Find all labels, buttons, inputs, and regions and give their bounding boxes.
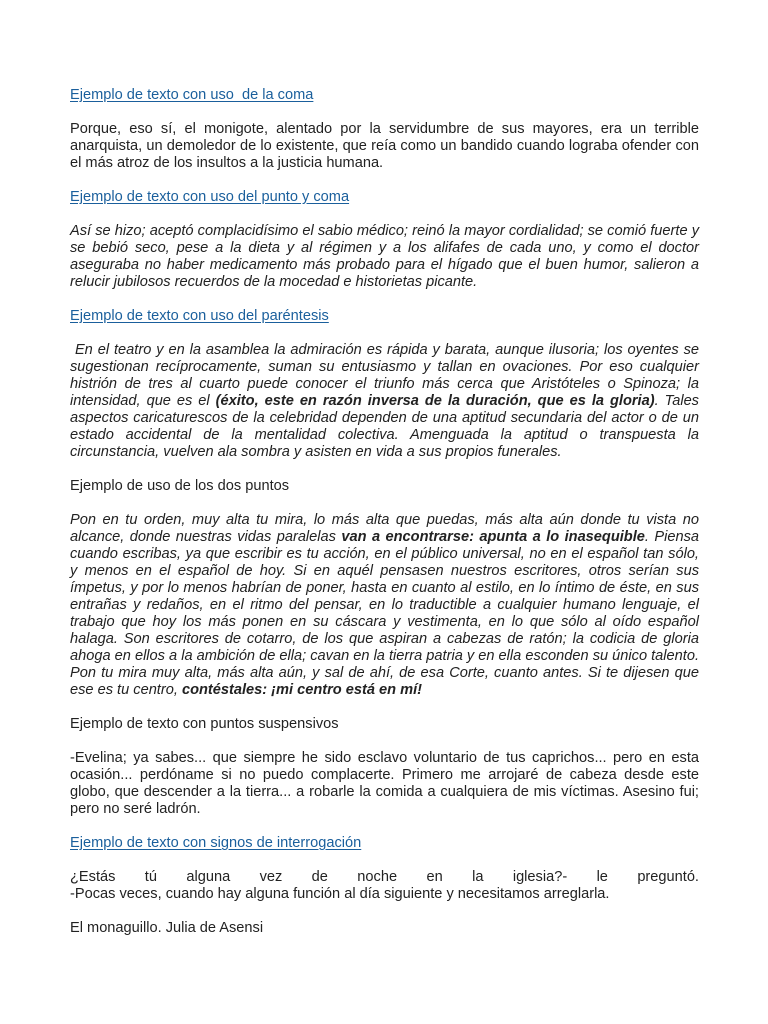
- heading-parentesis-link[interactable]: Ejemplo de texto con uso del paréntesis: [70, 308, 329, 324]
- paragraph-dos-puntos: [70, 512, 699, 699]
- paragraph-dos-puntos-bold-2: contéstales: ¡mi centro está en mí!: [181, 682, 423, 698]
- attribution: El monaguillo. Julia de Asensi: [70, 920, 264, 936]
- heading-puntos-suspensivos: Ejemplo de texto con puntos suspensivos: [70, 716, 339, 732]
- document-page: [70, 87, 704, 937]
- paragraph-parentesis-text-1: En el teatro y en la asamblea la admiración es rápida y barata, aunque ilusoria; los oyentes se sugestionan recíprocamente, suman su entusiasmo y tallan en ovaciones. Por eso cualquier histrión de tres al cuarto puede conocer el triunfo más cerca que Aristóteles o Spinoza; la intensidad, que es el: [70, 342, 704, 409]
- heading-dos-puntos: Ejemplo de uso de los dos puntos: [70, 478, 290, 494]
- paragraph-dos-puntos-text-2: . Piensa cuando escribas, ya que escribir es tu acción, en el público universal, no en el español tan sólo, y menos en el español de hoy. Si en aquél pensasen nuestros escritores, otros serían sus ímpetus, y por lo menos habrían de poner, hasta en cuanto al estilo, en lo íntimo de éste, en sus entrañas y redaños, en el ritmo del pensar, en lo traductible a cualquier humano lenguaje, el trabajo que hoy los más ponen en su cáscara y vestimenta, en lo que sólo al oído español halaga. Son escritores de cotarro, de los que aspiran a cabezas de ratón; la codicia de gloria ahoga en ellos a la ambición de ella; cavan en la tierra patria y en ella esconden su único talento. Pon tu mira muy alta, más alta aún, y sal de ahí, de esa Corte, cuanto antes. Si te dijesen que ese es tu centro,: [70, 529, 700, 698]
- paragraph-parentesis-bold: (éxito, este en razón inversa de la duración, que es la gloria): [215, 393, 655, 409]
- paragraph-parentesis: [70, 342, 704, 461]
- paragraph-coma: Porque, eso sí, el monigote, alentado por la servidumbre de sus mayores, era un terrible anarquista, un demoledor de lo existente, que reía como un bandido cuando lograba ofender con el más atroz de los insultos a la justicia humana.: [70, 121, 699, 171]
- paragraph-parentesis-text-2: . Tales aspectos caricaturescos de la celebridad dependen de una aptitud secundaria del actor o de un estado accidental de la mentalidad colectiva. Amenguada la aptitud o transpuesta la circunstancia, vuelven ala sombra y asisten en vida a sus propios funerales.: [70, 393, 704, 460]
- section-puntos-suspensivos: [70, 716, 699, 818]
- paragraph-interrogacion-line-1: ¿Estás tú alguna vez de noche en la iglesia?- le preguntó.: [70, 869, 699, 885]
- section-parentesis: [70, 308, 704, 461]
- paragraph-punto-y-coma: Así se hizo; aceptó complacidísimo el sabio médico; reinó la mayor cordialidad; se comió fuerte y se bebió seco, pese a la dieta y al régimen y a los alifafes de cada uno, y como el doctor aseguraba no haber medicamento más probado para el hígado que el buen humor, salieron a relucir jubilosos recuerdos de la mocedad e historietas picante.: [70, 223, 699, 290]
- heading-punto-y-coma-link[interactable]: Ejemplo de texto con uso del punto y coma: [70, 189, 350, 205]
- section-interrogacion: [70, 835, 699, 903]
- paragraph-interrogacion-line-2: -Pocas veces, cuando hay alguna función al día siguiente y necesitamos arreglarla.: [70, 886, 610, 902]
- paragraph-dos-puntos-text-1: Pon en tu orden, muy alta tu mira, lo más alta que puedas, más alta aún donde tu vista no alcance, donde nuestras vidas paralelas: [70, 512, 699, 545]
- paragraph-dos-puntos-bold-1: van a encontrarse: apunta a lo inasequible: [341, 529, 645, 545]
- paragraph-puntos-suspensivos: -Evelina; ya sabes... que siempre he sido esclavo voluntario de tus caprichos... pero en esta ocasión... perdóname si no puedo complacerte. Primero me arrojaré de cabeza desde este globo, que descender a la tierra... a robarle la comida a cualquiera de mis víctimas. Asesino fui; pero no seré ladrón.: [70, 750, 699, 817]
- heading-coma-link[interactable]: Ejemplo de texto con uso de la coma: [70, 87, 314, 103]
- heading-interrogacion-link[interactable]: Ejemplo de texto con signos de interrogación: [70, 835, 362, 851]
- section-punto-y-coma: [70, 189, 699, 291]
- section-dos-puntos: [70, 478, 699, 699]
- section-coma: [70, 87, 699, 172]
